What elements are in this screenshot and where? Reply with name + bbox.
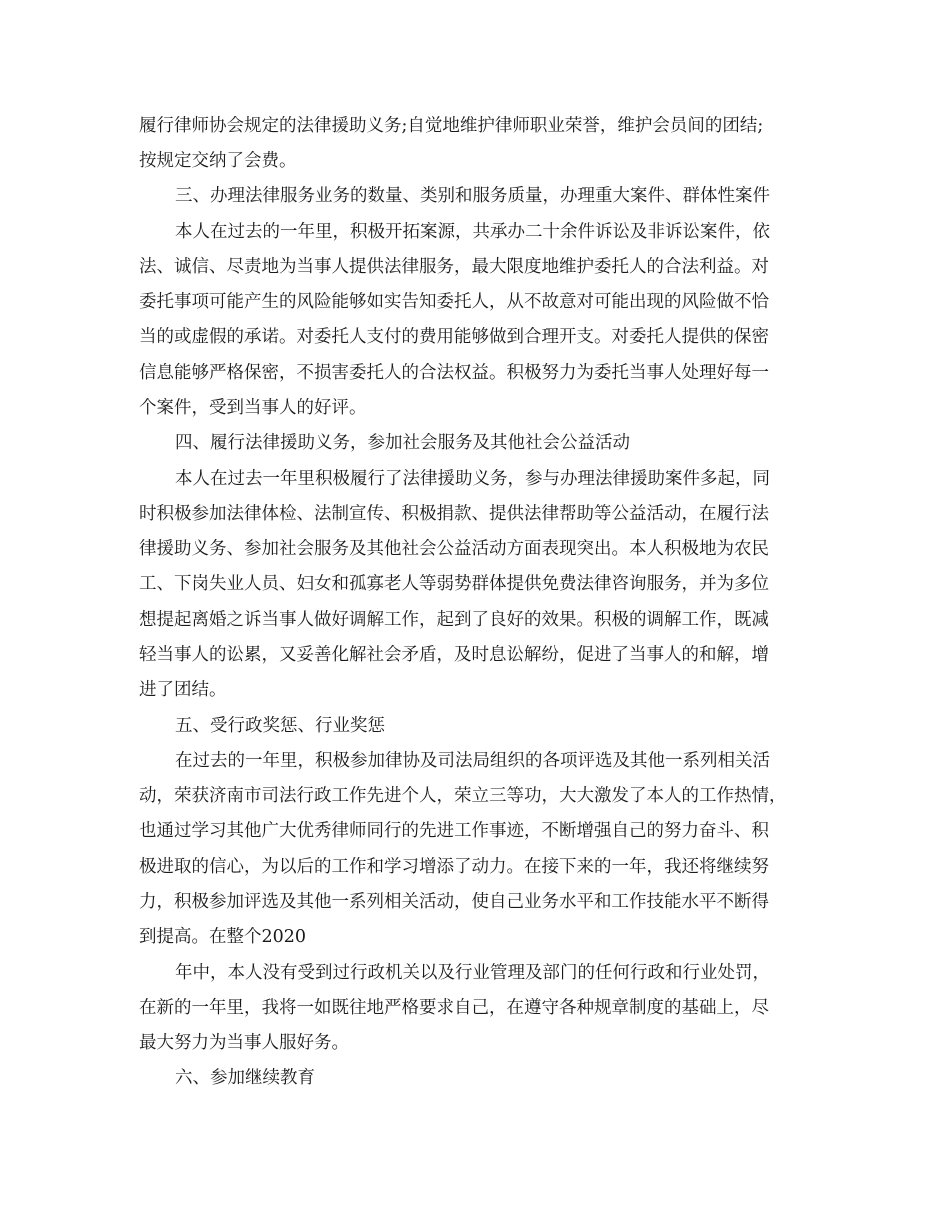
- text-line: 本人在过去的一年里，积极开拓案源，共承办二十余件诉讼及非诉讼案件，依: [175, 222, 770, 242]
- section-heading: 五、受行政奖惩、行业奖惩: [175, 716, 385, 736]
- text-line: 委托事项可能产生的风险能够如实告知委托人，从不故意对可能出现的风险做不恰: [139, 292, 769, 312]
- text-line: 力，积极参加评选及其他一系列相关活动，使自己业务水平和工作技能水平不断得: [139, 892, 769, 912]
- text-line: 当的或虚假的承诺。对委托人支付的费用能够做到合理开支。对委托人提供的保密: [139, 327, 769, 347]
- text-line: 本人在过去一年里积极履行了法律援助义务，参与办理法律援助案件多起，同: [175, 469, 770, 489]
- text-line: 律援助义务、参加社会服务及其他社会公益活动方面表现突出。本人积极地为农民: [139, 539, 769, 559]
- text-line: 在新的一年里，我将一如既往地严格要求自己，在遵守各种规章制度的基础上，尽: [139, 998, 769, 1018]
- text-line: 工、下岗失业人员、妇女和孤寡老人等弱势群体提供免费法律咨询服务，并为多位: [139, 574, 769, 594]
- text-line: 最大努力为当事人服好务。: [139, 1033, 349, 1053]
- text-line: 按规定交纳了会费。: [139, 151, 297, 171]
- text-line: 到提高。在整个2020: [139, 927, 307, 947]
- text-line: 也通过学习其他广大优秀律师同行的先进工作事迹，不断增强自己的努力奋斗、积: [139, 821, 769, 841]
- text-line: 年中，本人没有受到过行政机关以及行业管理及部门的任何行政和行业处罚，: [175, 963, 770, 983]
- section-heading: 四、履行法律援助义务，参加社会服务及其他社会公益活动: [175, 433, 630, 453]
- text-line: 极进取的信心，为以后的工作和学习增添了动力。在接下来的一年，我还将继续努: [139, 857, 769, 877]
- text-line: 动，荣获济南市司法行政工作先进个人，荣立三等功，大大激发了本人的工作热情，: [139, 786, 787, 806]
- section-heading: 六、参加继续教育: [175, 1068, 315, 1088]
- text-line: 个案件，受到当事人的好评。: [139, 398, 367, 418]
- text-line: 履行律师协会规定的法律援助义务;自觉地维护律师职业荣誉，维护会员间的团结;: [139, 116, 764, 136]
- text-line: 进了团结。: [139, 680, 227, 700]
- text-line: 在过去的一年里，积极参加律协及司法局组织的各项评选及其他一系列相关活: [175, 751, 770, 771]
- text-line: 轻当事人的讼累，又妥善化解社会矛盾，及时息讼解纷，促进了当事人的和解，增: [139, 645, 769, 665]
- text-line: 法、诚信、尽责地为当事人提供法律服务，最大限度地维护委托人的合法利益。对: [139, 257, 769, 277]
- text-line: 时积极参加法律体检、法制宣传、积极捐款、提供法律帮助等公益活动，在履行法: [139, 504, 769, 524]
- section-heading: 三、办理法律服务业务的数量、类别和服务质量，办理重大案件、群体性案件: [175, 186, 770, 206]
- text-line: 信息能够严格保密，不损害委托人的合法权益。积极努力为委托当事人处理好每一: [139, 363, 769, 383]
- text-line: 想提起离婚之诉当事人做好调解工作，起到了良好的效果。积极的调解工作，既减: [139, 610, 769, 630]
